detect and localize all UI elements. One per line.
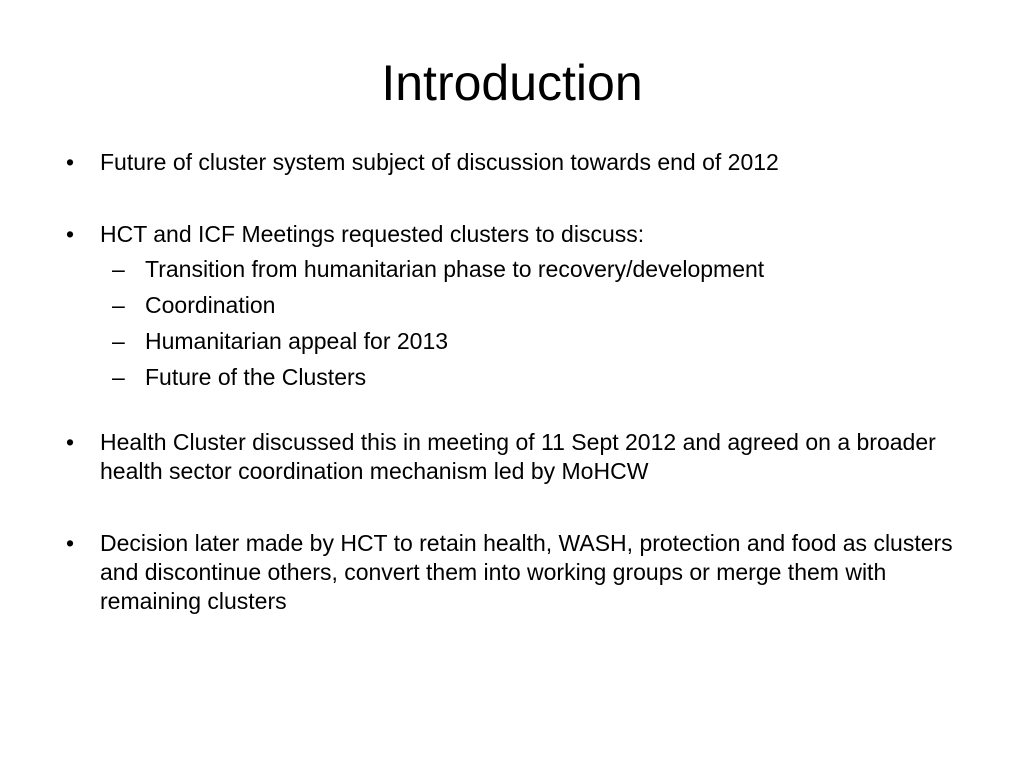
dash-icon: – [112, 256, 125, 282]
dash-icon: – [112, 364, 125, 390]
bullet-icon: • [65, 221, 75, 247]
sub-item-text: Transition from humanitarian phase to recovery/development [145, 256, 765, 282]
bullet-item [60, 529, 980, 616]
bullet-text: Decision later made by HCT to retain health, WASH, protection and food as clusters and discontinue others, convert them into working groups or merge them with remaining clusters [100, 530, 953, 614]
sub-item [60, 363, 980, 392]
dash-icon: – [112, 292, 125, 318]
sub-item-text: Future of the Clusters [145, 364, 367, 390]
sub-item-text: Coordination [145, 292, 276, 318]
dash-icon: – [112, 328, 125, 354]
sub-item-text: Humanitarian appeal for 2013 [145, 328, 449, 354]
slide-title: Introduction [381, 55, 643, 111]
sub-item [60, 291, 980, 320]
bullet-item [60, 148, 980, 177]
bullet-icon: • [65, 149, 75, 175]
sub-list [60, 255, 980, 392]
sub-item [60, 255, 980, 284]
bullet-icon: • [65, 530, 75, 556]
sub-item [60, 327, 980, 356]
bullet-item [60, 428, 980, 486]
slide-body [60, 148, 980, 616]
bullet-icon: • [65, 429, 75, 455]
bullet-item [60, 220, 980, 249]
bullet-text: HCT and ICF Meetings requested clusters to discuss: [100, 221, 645, 247]
bullet-text: Future of cluster system subject of discussion towards end of 2012 [100, 149, 779, 175]
bullet-text: Health Cluster discussed this in meeting of 11 Sept 2012 and agreed on a broader health sector coordination mechanism led by MoHCW [100, 429, 936, 484]
